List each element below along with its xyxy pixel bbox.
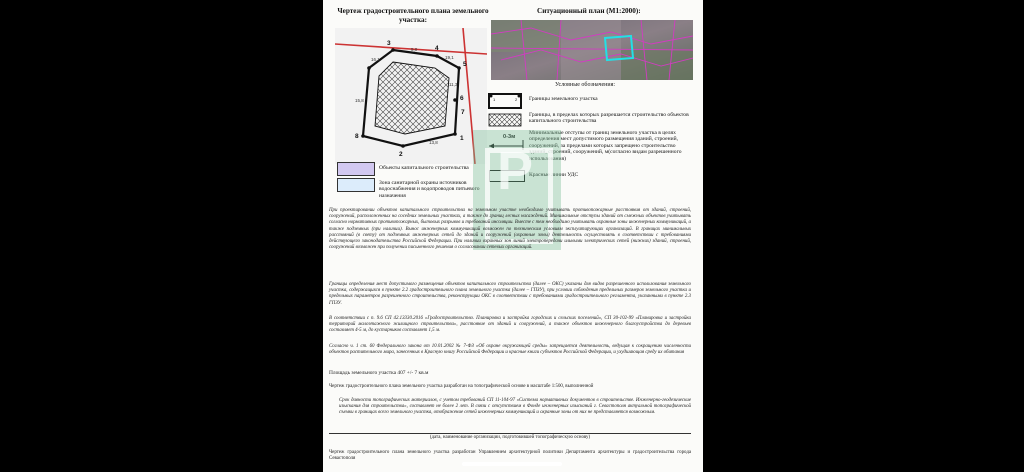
dimension-label: 5,0 (411, 47, 418, 52)
point-label: 1 (460, 135, 464, 142)
signature-line (329, 433, 691, 434)
object-swatch (337, 162, 375, 176)
legend-item-objects: Объекты капитального строительства (379, 165, 469, 171)
home-indicator[interactable] (462, 462, 562, 466)
legend-item-red-lines: Красные линии УДС (529, 172, 579, 178)
point-label: 2 (399, 151, 403, 158)
svg-text:2: 2 (515, 97, 518, 102)
dimension-label: 13,8 (429, 140, 438, 145)
point-label: 6 (460, 95, 464, 102)
topo-caption: (дата, наименование организации, подготовившей топографическую основу) (429, 435, 591, 440)
situational-plan-title: Ситуационный план (М1:2000): (537, 7, 641, 15)
dimension-label: 15,8 (355, 98, 364, 103)
paragraph-placement: Границы определения мест допустимого размещения объектов капитального строительства (далее – ОКС) указаны для видов разрешенного использования земельного участка, содержащихся в пункте 2.2 градостроительного плана земельного участка (далее – ГПЗУ), при условии соблюдения предельных размеров земельного участка и предельных параметров разрешенного строительства, реконструкции ОКС в соответствии с требованиями градостроительного регламента, указанными в пункте 2.3 ГПЗУ. (329, 282, 691, 306)
paragraph-topo-basis: Чертеж градостроительного плана земельного участка разработан на топографической основе в масштабе 1:500, выполненной (329, 384, 594, 389)
dimension-label: 19,1 (445, 55, 454, 60)
watermark-logo: Р (473, 130, 561, 250)
paragraph-topo-age: Срок давности топографических материалов, с учетом требований СП 11-104-97 «Система нормативных документов в строительстве. Инженерно-геодезические изыскания для строительства», составляет не более 2 лет. В связи с отсутствием в Фонде инженерных изысканий г. Севастополя актуальной топографической съемки в границах всего земельного участка, отображение сетей инженерных коммуникаций и охранные зоны от них не представляется возможным. (339, 398, 691, 416)
legend-item-sanitary-zone: Зона санитарной охраны источников водоснабжения и водопроводов питьевого назначения (379, 180, 480, 199)
svg-text:1: 1 (493, 97, 496, 102)
setback-value: 0-3м (503, 134, 516, 140)
paragraph-developer: Чертеж градостроительного плана земельного участка разработан Управлением архитектурной политики Департамента архитектуры и градостроительства города Севастополя (329, 450, 691, 462)
point-label: 5 (463, 61, 467, 68)
plot-drawing (335, 28, 487, 164)
point-label: 8 (355, 133, 359, 140)
point-label: 4 (435, 45, 439, 52)
zone-swatch (337, 178, 375, 192)
legend-item-buildable: Границы, в пределах которых разрешается строительство объектов капитального строительства (529, 112, 689, 125)
legend-title: Условные обозначения: (555, 82, 616, 88)
situational-map (491, 20, 693, 80)
buildable-area (375, 62, 449, 134)
legend-item-boundary: Границы земельного участка (529, 96, 598, 102)
legend-item-setback: Минимальные отступы от границ земельного участка в целях определения мест допустимого размещения зданий, строений, сооружений, за пределами которых запрещено строительство зданий, строений, сооружений, м(согласно видам разрешенного использования) (529, 130, 682, 162)
document-page (323, 0, 703, 472)
buildable-symbol (487, 112, 523, 128)
paragraph-trees: В соответствии с п. 9.6 СП 42.13330.2016 «Градостроительство. Планировка и застройка городских и сельских поселений», СП 30-102-99 «Планировка и застройка территорий малоэтажного жилищного строительства», расстояние от зданий и сооружений, а также объектов инженерного благоустройства до деревьев составляет 4-5 м, до кустарников составляет 1,5 м. (329, 316, 691, 334)
point-label: 3 (387, 40, 391, 47)
paragraph-red-book: Согласно ч. 1 ст. 60 Федерального закона от 10.01.2002 № 7-ФЗ «Об охране окружающей среды» запрещается деятельность, ведущая к сокращению численности объектов растительного мира, занесенных в Красную книгу Российской Федерации и красные книги субъектов Российской Федерации, и ухудшающая среду их обитания (329, 344, 691, 356)
dimension-label: 11,3 (449, 82, 458, 87)
boundary-symbol (487, 92, 523, 110)
drawing-title: Чертеж градостроительного плана земельного участка: (337, 7, 489, 24)
point-label: 7 (461, 109, 465, 116)
dimension-label: 16,1 (371, 57, 380, 62)
paragraph-fire-safety: При проектировании объектов капитального строительства на земельном участке необходимо учитывать противопожарные расстояния от зданий, строений, сооружений, расположенных на соседних земельных участках, а также до границ лесных насаждений. Минимальные отступы зданий от смежных объектов учитывать согласно нормативных противопожарных, бытовых разрывов и требований инсоляции. Вместе с тем необходимо учитывать охранные зоны инженерных коммуникаций, а также подземных (при наличии). Вынос инженерных коммуникаций возможен по техническим условиям эксплуатирующих организаций. В границах минимальных расстояний (в свету) от подземных инженерных сетей до зданий и сооружений (охранные зоны) деятельность осуществлять в соответствии с требованиями действующего законодательства Российской Федерации. При наличии охранных зон линий электропередачи ильными электрических сетей (нижних) зданий, строений, сооружений возможен при получении письменного решения о согласовании сетевых организаций. (329, 208, 691, 251)
plot-area: Площадь земельного участка 407 +/- 7 кв.м (329, 370, 429, 376)
